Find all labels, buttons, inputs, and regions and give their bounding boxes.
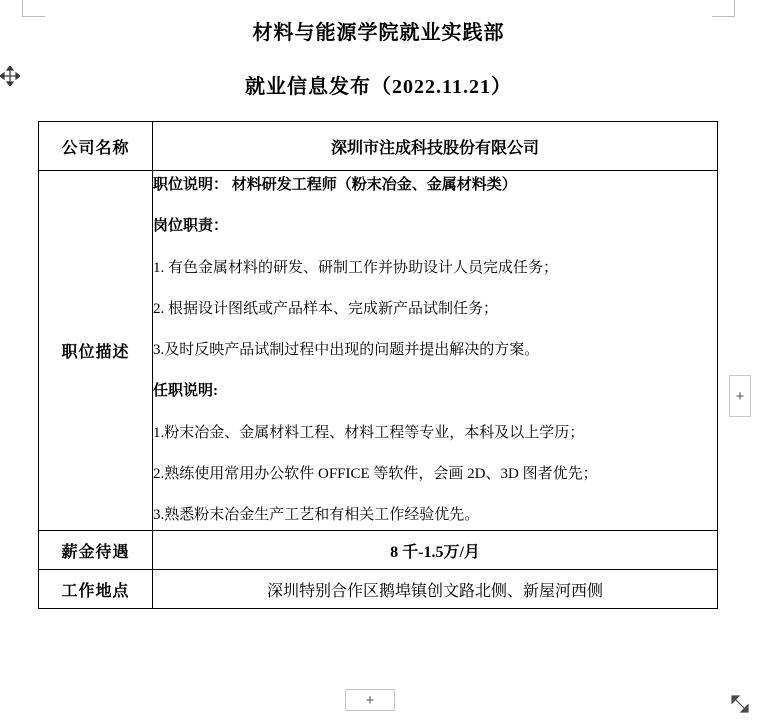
row-value-company: 深圳市注成科技股份有限公司 bbox=[153, 122, 718, 171]
row-label-job-description: 职位描述 bbox=[39, 171, 153, 531]
desc-paragraph-position: 职位说明： 材料研发工程师（粉末冶金、金属材料类） bbox=[153, 177, 517, 193]
page-subtitle: 就业信息发布（2022.11.21） bbox=[245, 76, 512, 98]
row-value-job-description bbox=[153, 171, 718, 531]
table-row-job-description bbox=[39, 171, 718, 531]
table-row-salary bbox=[39, 531, 718, 570]
desc-paragraph-req-3: 3.熟悉粉末冶金生产工艺和有相关工作经验优先。 bbox=[153, 507, 480, 523]
row-value-salary: 8 千-1.5万/月 bbox=[153, 531, 718, 570]
page-corner-mark-top-left bbox=[22, 0, 45, 17]
job-info-table bbox=[38, 121, 718, 609]
desc-heading-requirements: 任职说明: bbox=[153, 383, 218, 400]
desc-paragraph-duty-2: 2. 根据设计图纸或产品样本、完成新产品试制任务； bbox=[153, 300, 499, 317]
row-label-salary: 薪金待遇 bbox=[39, 531, 153, 570]
desc-paragraph-req-2: 2.熟练使用常用办公软件 OFFICE 等软件，会画 2D、3D 图者优先； bbox=[153, 465, 598, 482]
table-row-company bbox=[39, 122, 718, 171]
row-label-location: 工作地点 bbox=[39, 570, 153, 609]
row-value-location: 深圳特别合作区鹅埠镇创文路北侧、新屋河西侧 bbox=[153, 570, 718, 609]
job-info-table-wrapper bbox=[38, 121, 718, 609]
table-row-location bbox=[39, 570, 718, 609]
add-column-button[interactable]: + bbox=[729, 375, 751, 417]
add-row-button[interactable]: + bbox=[345, 689, 395, 711]
desc-paragraph-duty-3: 3.及时反映产品试制过程中出现的问题并提出解决的方案。 bbox=[153, 342, 540, 358]
row-label-company: 公司名称 bbox=[39, 122, 153, 171]
resize-corner-icon[interactable] bbox=[731, 695, 749, 713]
page-title: 材料与能源学院就业实践部 bbox=[252, 22, 505, 44]
desc-paragraph-duty-1: 1. 有色金属材料的研发、研制工作并协助设计人员完成任务； bbox=[153, 259, 559, 276]
desc-paragraph-req-1: 1.粉末冶金、金属材料工程、材料工程等专业，本科及以上学历； bbox=[153, 424, 585, 441]
page-corner-mark-top-right bbox=[712, 0, 735, 17]
title-block bbox=[0, 18, 757, 102]
desc-heading-duties: 岗位职责： bbox=[153, 218, 229, 235]
